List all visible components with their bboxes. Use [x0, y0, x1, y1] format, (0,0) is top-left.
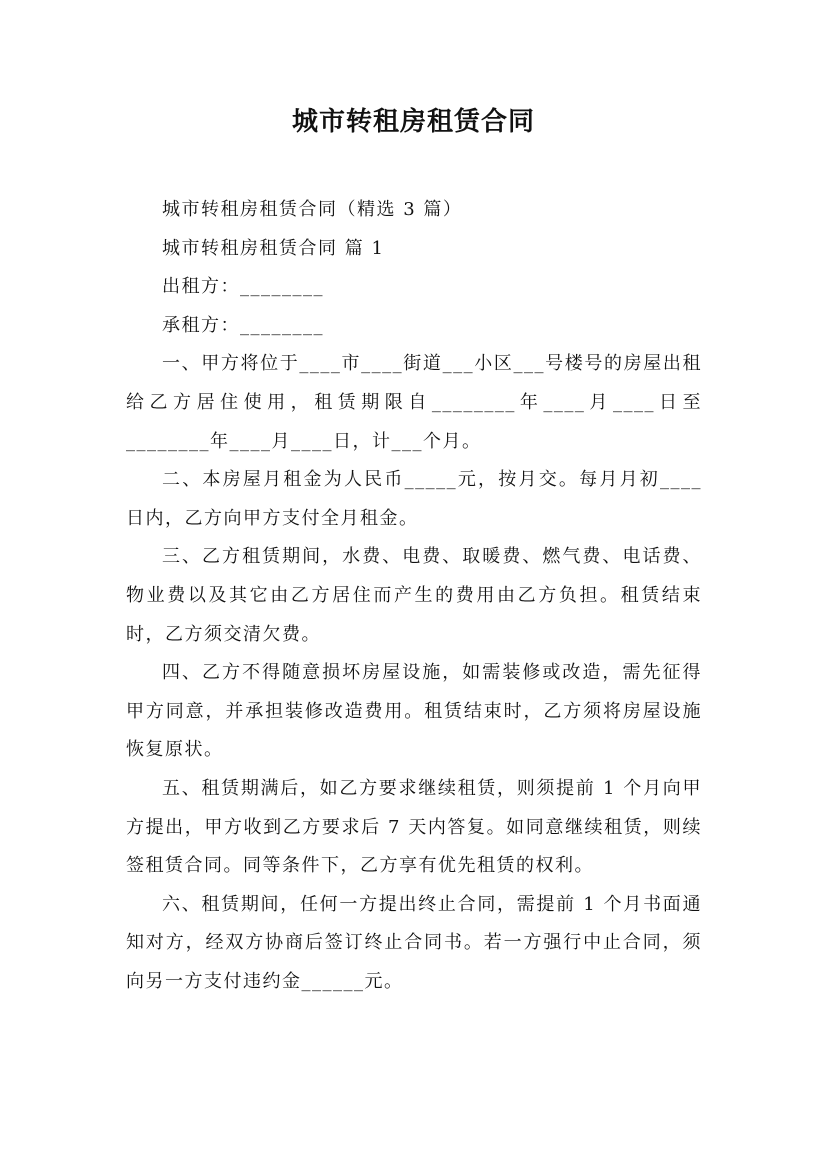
clause-5: 五、租赁期满后，如乙方要求继续租赁，则须提前 1 个月向甲方提出，甲方收到乙方要求后 7 天内答复。如同意继续租赁，则续签租赁合同。同等条件下，乙方享有优先租赁的权利。 [126, 777, 702, 877]
clause-1: 一、甲方将位于____市____街道___小区___号楼号的房屋出租给乙方居住使用，租赁期限自________年____月____日至________年____月____日，计___个月。 [126, 353, 702, 452]
section-heading: 城市转租房租赁合同 篇 1 [162, 237, 385, 259]
clause-3: 三、乙方租赁期间，水费、电费、取暖费、燃气费、电话费、物业费以及其它由乙方居住而产生的费用由乙方负担。租赁结束时，乙方须交清欠费。 [126, 546, 702, 645]
clause-2: 二、本房屋月租金为人民币_____元，按月交。每月月初____日内，乙方向甲方支付全月租金。 [126, 469, 702, 529]
lessee-line: 承租方：________ [162, 314, 324, 336]
lessor-line: 出租方：________ [162, 276, 324, 298]
document-title: 城市转租房租赁合同 [291, 107, 535, 137]
clause-6: 六、租赁期间，任何一方提出终止合同，需提前 1 个月书面通知对方，经双方协商后签订终止合同书。若一方强行中止合同，须向另一方支付违约金______元。 [126, 893, 702, 992]
clause-4: 四、乙方不得随意损坏房屋设施，如需装修或改造，需先征得甲方同意，并承担装修改造费用。租赁结束时，乙方须将房屋设施恢复原状。 [126, 662, 702, 761]
document-body [126, 191, 702, 1001]
subtitle-line: 城市转租房租赁合同（精选 3 篇） [162, 199, 463, 220]
